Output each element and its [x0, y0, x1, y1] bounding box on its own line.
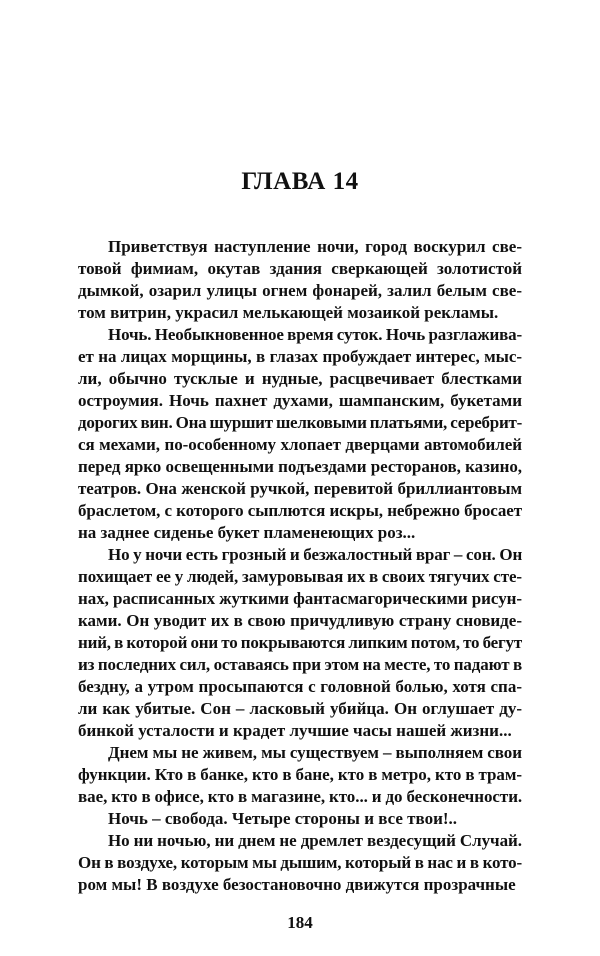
text-line: ний, в которой они то покрываются липким потом, то бегут [78, 633, 522, 652]
paragraph [78, 808, 522, 830]
text-line: товой фимиам, окутав здания сверкающей золотистой [78, 259, 522, 278]
text-line: театров. Она женской ручкой, перевитой бриллиантовым [78, 479, 522, 498]
text-line: Но у ночи есть грозный и безжалостный враг – сон. Он [108, 545, 523, 564]
text-line: бездну, а утром просыпаются с головной болью, хотя спа- [78, 677, 522, 696]
text-line: функции. Кто в банке, кто в бане, кто в метро, кто в трам- [78, 765, 522, 784]
text-line: Приветствуя наступление ночи, город воскурил све- [108, 237, 522, 256]
text-line: дымкой, озарил улицы огнем фонарей, залил белым све- [78, 281, 522, 300]
paragraph [78, 236, 522, 324]
text-line: Но ни ночью, ни днем не дремлет вездесущий Случай. [108, 831, 522, 850]
paragraph [78, 544, 522, 742]
text-line: ли, обычно тусклые и нудные, расцвечивает блестками [78, 369, 522, 388]
chapter-title: ГЛАВА 14 [241, 168, 359, 195]
text-line: том витрин, украсил мелькающей мозаикой рекламы. [78, 303, 499, 322]
text-line: бинкой усталости и крадет лучшие часы нашей жизни... [78, 721, 512, 740]
text-line: остроумия. Ночь пахнет духами, шампанским, букетами [78, 391, 522, 410]
paragraph [78, 324, 522, 544]
text-line: ками. Он уводит их в свою причудливую страну сновиде- [78, 611, 522, 630]
page-number: 184 [287, 913, 313, 932]
text-line: Он в воздухе, которым мы дышим, который в нас и в кото- [78, 853, 522, 872]
text-line: Днем мы не живем, мы существуем – выполняем свои [108, 743, 522, 762]
text-line: похищает ее у людей, замуровывая их в своих тягучих сте- [78, 567, 522, 586]
text-line: вае, кто в офисе, кто в магазине, кто... и до бесконечности. [78, 787, 523, 806]
text-line: Ночь – свобода. Четыре стороны и все твои!.. [108, 809, 458, 828]
text-line: браслетом, с которого сыплются искры, небрежно бросает [78, 501, 522, 520]
paragraph [78, 830, 522, 896]
text-line: ся мехами, по-особенному хлопает дверцами автомобилей [78, 435, 522, 454]
paragraph [78, 742, 522, 808]
text-line: из последних сил, оставаясь при этом на месте, то падают в [78, 655, 522, 674]
text-line: нах, расписанных жуткими фантасмагорическими рисун- [78, 589, 522, 608]
text-line: на заднее сиденье букет пламенеющих роз... [78, 523, 416, 542]
text-line: Ночь. Необыкновенное время суток. Ночь разглажива- [108, 325, 522, 344]
text-line: дорогих вин. Она шуршит шелковыми платьями, серебрит- [78, 413, 522, 432]
text-line: перед ярко освещенными подъездами ресторанов, казино, [78, 457, 522, 476]
text-line: ет на лицах морщины, в глазах пробуждает интерес, мыс- [78, 347, 522, 366]
chapter-body-text [78, 236, 522, 896]
text-line: ром мы! В воздухе безостановочно движутся прозрачные [78, 875, 516, 894]
text-line: ли как убитые. Сон – ласковый убийца. Он оглушает ду- [78, 699, 522, 718]
